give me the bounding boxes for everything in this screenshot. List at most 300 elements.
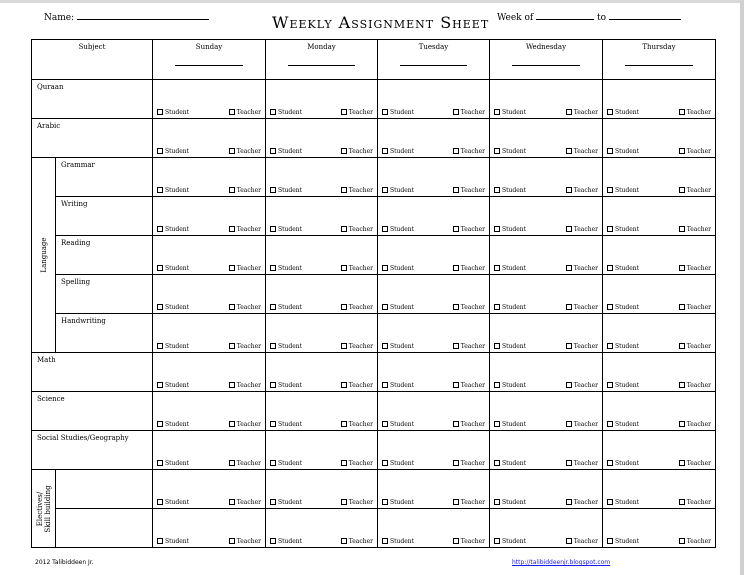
checkbox-square-icon[interactable] [270,265,276,271]
checkbox-square-icon[interactable] [453,187,459,193]
student-checkbox[interactable] [382,382,414,389]
checkbox-square-icon[interactable] [494,148,500,154]
day-cell-sunday[interactable] [153,509,266,548]
checkbox-square-icon[interactable] [607,343,613,349]
teacher-checkbox[interactable] [679,304,711,311]
student-checkbox[interactable] [157,460,189,467]
teacher-checkbox[interactable] [341,538,373,545]
checkbox-square-icon[interactable] [270,343,276,349]
student-checkbox[interactable] [270,460,302,467]
teacher-checkbox[interactable] [341,187,373,194]
checkbox-square-icon[interactable] [453,460,459,466]
teacher-checkbox[interactable] [341,343,373,350]
checkbox-square-icon[interactable] [341,226,347,232]
checkbox-square-icon[interactable] [453,148,459,154]
checkbox-square-icon[interactable] [607,109,613,115]
checkbox-square-icon[interactable] [157,382,163,388]
teacher-checkbox[interactable] [679,343,711,350]
checkbox-square-icon[interactable] [566,382,572,388]
day-cell-wednesday[interactable] [490,314,603,353]
teacher-checkbox[interactable] [453,421,485,428]
checkbox-square-icon[interactable] [679,226,685,232]
student-checkbox[interactable] [270,304,302,311]
student-checkbox[interactable] [607,304,639,311]
teacher-checkbox[interactable] [229,421,261,428]
teacher-checkbox[interactable] [229,460,261,467]
student-checkbox[interactable] [382,148,414,155]
checkbox-square-icon[interactable] [270,304,276,310]
day-cell-tuesday[interactable] [378,80,490,119]
day-cell-wednesday[interactable] [490,392,603,431]
checkbox-square-icon[interactable] [607,499,613,505]
teacher-checkbox[interactable] [453,265,485,272]
day-cell-wednesday[interactable] [490,197,603,236]
day-cell-thursday[interactable] [603,470,716,509]
checkbox-square-icon[interactable] [453,382,459,388]
day-cell-monday[interactable] [266,314,378,353]
checkbox-square-icon[interactable] [679,343,685,349]
student-checkbox[interactable] [270,343,302,350]
student-checkbox[interactable] [607,109,639,116]
day-cell-wednesday[interactable] [490,275,603,314]
checkbox-square-icon[interactable] [566,265,572,271]
checkbox-square-icon[interactable] [494,226,500,232]
teacher-checkbox[interactable] [229,304,261,311]
student-checkbox[interactable] [607,148,639,155]
checkbox-square-icon[interactable] [382,499,388,505]
student-checkbox[interactable] [607,538,639,545]
day-cell-thursday[interactable] [603,236,716,275]
checkbox-square-icon[interactable] [341,421,347,427]
day-cell-monday[interactable] [266,119,378,158]
teacher-checkbox[interactable] [453,109,485,116]
day-cell-wednesday[interactable] [490,158,603,197]
checkbox-square-icon[interactable] [382,148,388,154]
checkbox-square-icon[interactable] [229,187,235,193]
student-checkbox[interactable] [270,226,302,233]
checkbox-square-icon[interactable] [229,460,235,466]
checkbox-square-icon[interactable] [453,304,459,310]
checkbox-square-icon[interactable] [270,109,276,115]
checkbox-square-icon[interactable] [270,499,276,505]
student-checkbox[interactable] [270,538,302,545]
student-checkbox[interactable] [494,343,526,350]
checkbox-square-icon[interactable] [607,460,613,466]
student-checkbox[interactable] [157,187,189,194]
day-cell-wednesday[interactable] [490,353,603,392]
checkbox-square-icon[interactable] [157,538,163,544]
checkbox-square-icon[interactable] [341,148,347,154]
teacher-checkbox[interactable] [453,343,485,350]
student-checkbox[interactable] [270,265,302,272]
checkbox-square-icon[interactable] [270,538,276,544]
day-cell-thursday[interactable] [603,80,716,119]
student-checkbox[interactable] [494,304,526,311]
checkbox-square-icon[interactable] [382,382,388,388]
checkbox-square-icon[interactable] [494,304,500,310]
teacher-checkbox[interactable] [679,460,711,467]
teacher-checkbox[interactable] [341,226,373,233]
student-checkbox[interactable] [270,109,302,116]
day-cell-tuesday[interactable] [378,392,490,431]
student-checkbox[interactable] [382,460,414,467]
day-cell-monday[interactable] [266,197,378,236]
checkbox-square-icon[interactable] [566,148,572,154]
student-checkbox[interactable] [157,421,189,428]
teacher-checkbox[interactable] [679,499,711,506]
checkbox-square-icon[interactable] [341,109,347,115]
teacher-checkbox[interactable] [679,538,711,545]
teacher-checkbox[interactable] [679,265,711,272]
checkbox-square-icon[interactable] [607,265,613,271]
checkbox-square-icon[interactable] [229,109,235,115]
day-cell-sunday[interactable] [153,431,266,470]
teacher-checkbox[interactable] [566,382,598,389]
checkbox-square-icon[interactable] [679,499,685,505]
checkbox-square-icon[interactable] [229,226,235,232]
student-checkbox[interactable] [494,382,526,389]
checkbox-square-icon[interactable] [157,421,163,427]
checkbox-square-icon[interactable] [341,499,347,505]
day-cell-monday[interactable] [266,275,378,314]
checkbox-square-icon[interactable] [494,265,500,271]
checkbox-square-icon[interactable] [270,382,276,388]
teacher-checkbox[interactable] [566,421,598,428]
teacher-checkbox[interactable] [453,460,485,467]
teacher-checkbox[interactable] [229,109,261,116]
checkbox-square-icon[interactable] [607,226,613,232]
checkbox-square-icon[interactable] [229,343,235,349]
student-checkbox[interactable] [494,421,526,428]
teacher-checkbox[interactable] [341,304,373,311]
teacher-checkbox[interactable] [341,460,373,467]
checkbox-square-icon[interactable] [453,421,459,427]
teacher-checkbox[interactable] [566,265,598,272]
checkbox-square-icon[interactable] [341,538,347,544]
teacher-checkbox[interactable] [679,421,711,428]
student-checkbox[interactable] [157,343,189,350]
teacher-checkbox[interactable] [566,187,598,194]
checkbox-square-icon[interactable] [157,265,163,271]
checkbox-square-icon[interactable] [494,499,500,505]
day-cell-thursday[interactable] [603,431,716,470]
teacher-checkbox[interactable] [679,148,711,155]
student-checkbox[interactable] [607,421,639,428]
student-checkbox[interactable] [382,109,414,116]
day-cell-tuesday[interactable] [378,314,490,353]
student-checkbox[interactable] [382,421,414,428]
teacher-checkbox[interactable] [453,538,485,545]
student-checkbox[interactable] [494,226,526,233]
teacher-checkbox[interactable] [229,187,261,194]
checkbox-square-icon[interactable] [453,265,459,271]
student-checkbox[interactable] [270,421,302,428]
checkbox-square-icon[interactable] [157,187,163,193]
checkbox-square-icon[interactable] [382,265,388,271]
checkbox-square-icon[interactable] [679,148,685,154]
elective-subject-cell[interactable] [56,509,153,548]
checkbox-square-icon[interactable] [157,109,163,115]
student-checkbox[interactable] [157,538,189,545]
teacher-checkbox[interactable] [229,265,261,272]
day-cell-sunday[interactable] [153,314,266,353]
teacher-checkbox[interactable] [341,382,373,389]
checkbox-square-icon[interactable] [229,382,235,388]
checkbox-square-icon[interactable] [607,538,613,544]
checkbox-square-icon[interactable] [453,109,459,115]
teacher-checkbox[interactable] [679,187,711,194]
student-checkbox[interactable] [607,265,639,272]
checkbox-square-icon[interactable] [494,538,500,544]
teacher-checkbox[interactable] [453,304,485,311]
checkbox-square-icon[interactable] [679,304,685,310]
teacher-checkbox[interactable] [229,499,261,506]
checkbox-square-icon[interactable] [341,304,347,310]
checkbox-square-icon[interactable] [157,460,163,466]
day-cell-thursday[interactable] [603,275,716,314]
day-cell-wednesday[interactable] [490,119,603,158]
student-checkbox[interactable] [494,109,526,116]
checkbox-square-icon[interactable] [229,421,235,427]
teacher-checkbox[interactable] [453,148,485,155]
checkbox-square-icon[interactable] [494,460,500,466]
checkbox-square-icon[interactable] [494,421,500,427]
teacher-checkbox[interactable] [229,226,261,233]
student-checkbox[interactable] [382,265,414,272]
checkbox-square-icon[interactable] [270,148,276,154]
day-cell-sunday[interactable] [153,236,266,275]
student-checkbox[interactable] [494,538,526,545]
week-start-blank[interactable] [536,19,594,20]
day-cell-sunday[interactable] [153,80,266,119]
teacher-checkbox[interactable] [679,109,711,116]
checkbox-square-icon[interactable] [157,226,163,232]
teacher-checkbox[interactable] [229,538,261,545]
teacher-checkbox[interactable] [566,304,598,311]
checkbox-square-icon[interactable] [679,538,685,544]
checkbox-square-icon[interactable] [270,421,276,427]
checkbox-square-icon[interactable] [494,343,500,349]
teacher-checkbox[interactable] [341,109,373,116]
day-cell-tuesday[interactable] [378,509,490,548]
checkbox-square-icon[interactable] [341,265,347,271]
checkbox-square-icon[interactable] [341,460,347,466]
checkbox-square-icon[interactable] [453,226,459,232]
checkbox-square-icon[interactable] [270,460,276,466]
day-cell-monday[interactable] [266,158,378,197]
checkbox-square-icon[interactable] [382,538,388,544]
teacher-checkbox[interactable] [229,148,261,155]
checkbox-square-icon[interactable] [157,148,163,154]
student-checkbox[interactable] [607,382,639,389]
footer-link[interactable]: http://talibiddeenjr.blogspot.com [512,559,611,566]
checkbox-square-icon[interactable] [382,187,388,193]
checkbox-square-icon[interactable] [679,187,685,193]
checkbox-square-icon[interactable] [341,343,347,349]
student-checkbox[interactable] [607,499,639,506]
student-checkbox[interactable] [270,499,302,506]
teacher-checkbox[interactable] [453,226,485,233]
day-cell-wednesday[interactable] [490,431,603,470]
day-cell-monday[interactable] [266,470,378,509]
student-checkbox[interactable] [382,538,414,545]
checkbox-square-icon[interactable] [566,226,572,232]
date-blank-line[interactable] [512,65,580,66]
teacher-checkbox[interactable] [566,538,598,545]
checkbox-square-icon[interactable] [566,187,572,193]
student-checkbox[interactable] [382,343,414,350]
checkbox-square-icon[interactable] [229,148,235,154]
student-checkbox[interactable] [494,148,526,155]
checkbox-square-icon[interactable] [453,538,459,544]
date-blank-line[interactable] [625,65,693,66]
teacher-checkbox[interactable] [341,499,373,506]
teacher-checkbox[interactable] [453,187,485,194]
date-blank-line[interactable] [175,65,243,66]
teacher-checkbox[interactable] [566,499,598,506]
checkbox-square-icon[interactable] [157,499,163,505]
day-cell-monday[interactable] [266,431,378,470]
day-cell-monday[interactable] [266,509,378,548]
checkbox-square-icon[interactable] [270,187,276,193]
teacher-checkbox[interactable] [341,148,373,155]
checkbox-square-icon[interactable] [679,109,685,115]
checkbox-square-icon[interactable] [679,382,685,388]
teacher-checkbox[interactable] [341,265,373,272]
student-checkbox[interactable] [607,343,639,350]
day-cell-thursday[interactable] [603,197,716,236]
teacher-checkbox[interactable] [566,226,598,233]
student-checkbox[interactable] [157,304,189,311]
day-cell-tuesday[interactable] [378,431,490,470]
checkbox-square-icon[interactable] [566,538,572,544]
student-checkbox[interactable] [157,226,189,233]
day-cell-thursday[interactable] [603,392,716,431]
teacher-checkbox[interactable] [566,109,598,116]
day-cell-monday[interactable] [266,236,378,275]
teacher-checkbox[interactable] [229,382,261,389]
teacher-checkbox[interactable] [566,343,598,350]
checkbox-square-icon[interactable] [382,343,388,349]
checkbox-square-icon[interactable] [607,148,613,154]
date-blank-line[interactable] [400,65,467,66]
student-checkbox[interactable] [607,187,639,194]
checkbox-square-icon[interactable] [341,382,347,388]
day-cell-monday[interactable] [266,392,378,431]
student-checkbox[interactable] [494,460,526,467]
checkbox-square-icon[interactable] [566,499,572,505]
checkbox-square-icon[interactable] [229,499,235,505]
day-cell-wednesday[interactable] [490,470,603,509]
day-cell-thursday[interactable] [603,353,716,392]
student-checkbox[interactable] [270,148,302,155]
day-cell-sunday[interactable] [153,353,266,392]
checkbox-square-icon[interactable] [494,187,500,193]
student-checkbox[interactable] [607,460,639,467]
day-cell-thursday[interactable] [603,119,716,158]
checkbox-square-icon[interactable] [607,421,613,427]
student-checkbox[interactable] [382,187,414,194]
checkbox-square-icon[interactable] [453,499,459,505]
day-cell-wednesday[interactable] [490,509,603,548]
teacher-checkbox[interactable] [453,499,485,506]
checkbox-square-icon[interactable] [679,460,685,466]
student-checkbox[interactable] [270,382,302,389]
teacher-checkbox[interactable] [679,226,711,233]
name-blank[interactable] [77,19,209,20]
student-checkbox[interactable] [382,226,414,233]
checkbox-square-icon[interactable] [566,343,572,349]
checkbox-square-icon[interactable] [566,109,572,115]
checkbox-square-icon[interactable] [270,226,276,232]
student-checkbox[interactable] [607,226,639,233]
student-checkbox[interactable] [157,382,189,389]
day-cell-sunday[interactable] [153,197,266,236]
student-checkbox[interactable] [157,109,189,116]
day-cell-thursday[interactable] [603,509,716,548]
checkbox-square-icon[interactable] [382,460,388,466]
student-checkbox[interactable] [382,499,414,506]
day-cell-tuesday[interactable] [378,275,490,314]
day-cell-tuesday[interactable] [378,353,490,392]
checkbox-square-icon[interactable] [229,265,235,271]
day-cell-tuesday[interactable] [378,236,490,275]
date-blank-line[interactable] [288,65,355,66]
week-end-blank[interactable] [609,19,681,20]
day-cell-thursday[interactable] [603,158,716,197]
teacher-checkbox[interactable] [341,421,373,428]
checkbox-square-icon[interactable] [679,265,685,271]
student-checkbox[interactable] [270,187,302,194]
checkbox-square-icon[interactable] [607,304,613,310]
teacher-checkbox[interactable] [229,343,261,350]
checkbox-square-icon[interactable] [382,304,388,310]
checkbox-square-icon[interactable] [157,343,163,349]
checkbox-square-icon[interactable] [607,187,613,193]
day-cell-tuesday[interactable] [378,119,490,158]
elective-subject-cell[interactable] [56,470,153,509]
checkbox-square-icon[interactable] [679,421,685,427]
day-cell-sunday[interactable] [153,275,266,314]
student-checkbox[interactable] [382,304,414,311]
day-cell-sunday[interactable] [153,158,266,197]
day-cell-monday[interactable] [266,80,378,119]
student-checkbox[interactable] [494,499,526,506]
teacher-checkbox[interactable] [453,382,485,389]
day-cell-thursday[interactable] [603,314,716,353]
checkbox-square-icon[interactable] [494,109,500,115]
day-cell-sunday[interactable] [153,392,266,431]
checkbox-square-icon[interactable] [566,304,572,310]
day-cell-tuesday[interactable] [378,470,490,509]
day-cell-wednesday[interactable] [490,236,603,275]
teacher-checkbox[interactable] [679,382,711,389]
day-cell-tuesday[interactable] [378,158,490,197]
day-cell-sunday[interactable] [153,119,266,158]
day-cell-wednesday[interactable] [490,80,603,119]
checkbox-square-icon[interactable] [566,421,572,427]
checkbox-square-icon[interactable] [157,304,163,310]
student-checkbox[interactable] [157,265,189,272]
checkbox-square-icon[interactable] [494,382,500,388]
checkbox-square-icon[interactable] [382,226,388,232]
checkbox-square-icon[interactable] [229,304,235,310]
day-cell-sunday[interactable] [153,470,266,509]
day-cell-monday[interactable] [266,353,378,392]
checkbox-square-icon[interactable] [341,187,347,193]
student-checkbox[interactable] [157,148,189,155]
student-checkbox[interactable] [157,499,189,506]
